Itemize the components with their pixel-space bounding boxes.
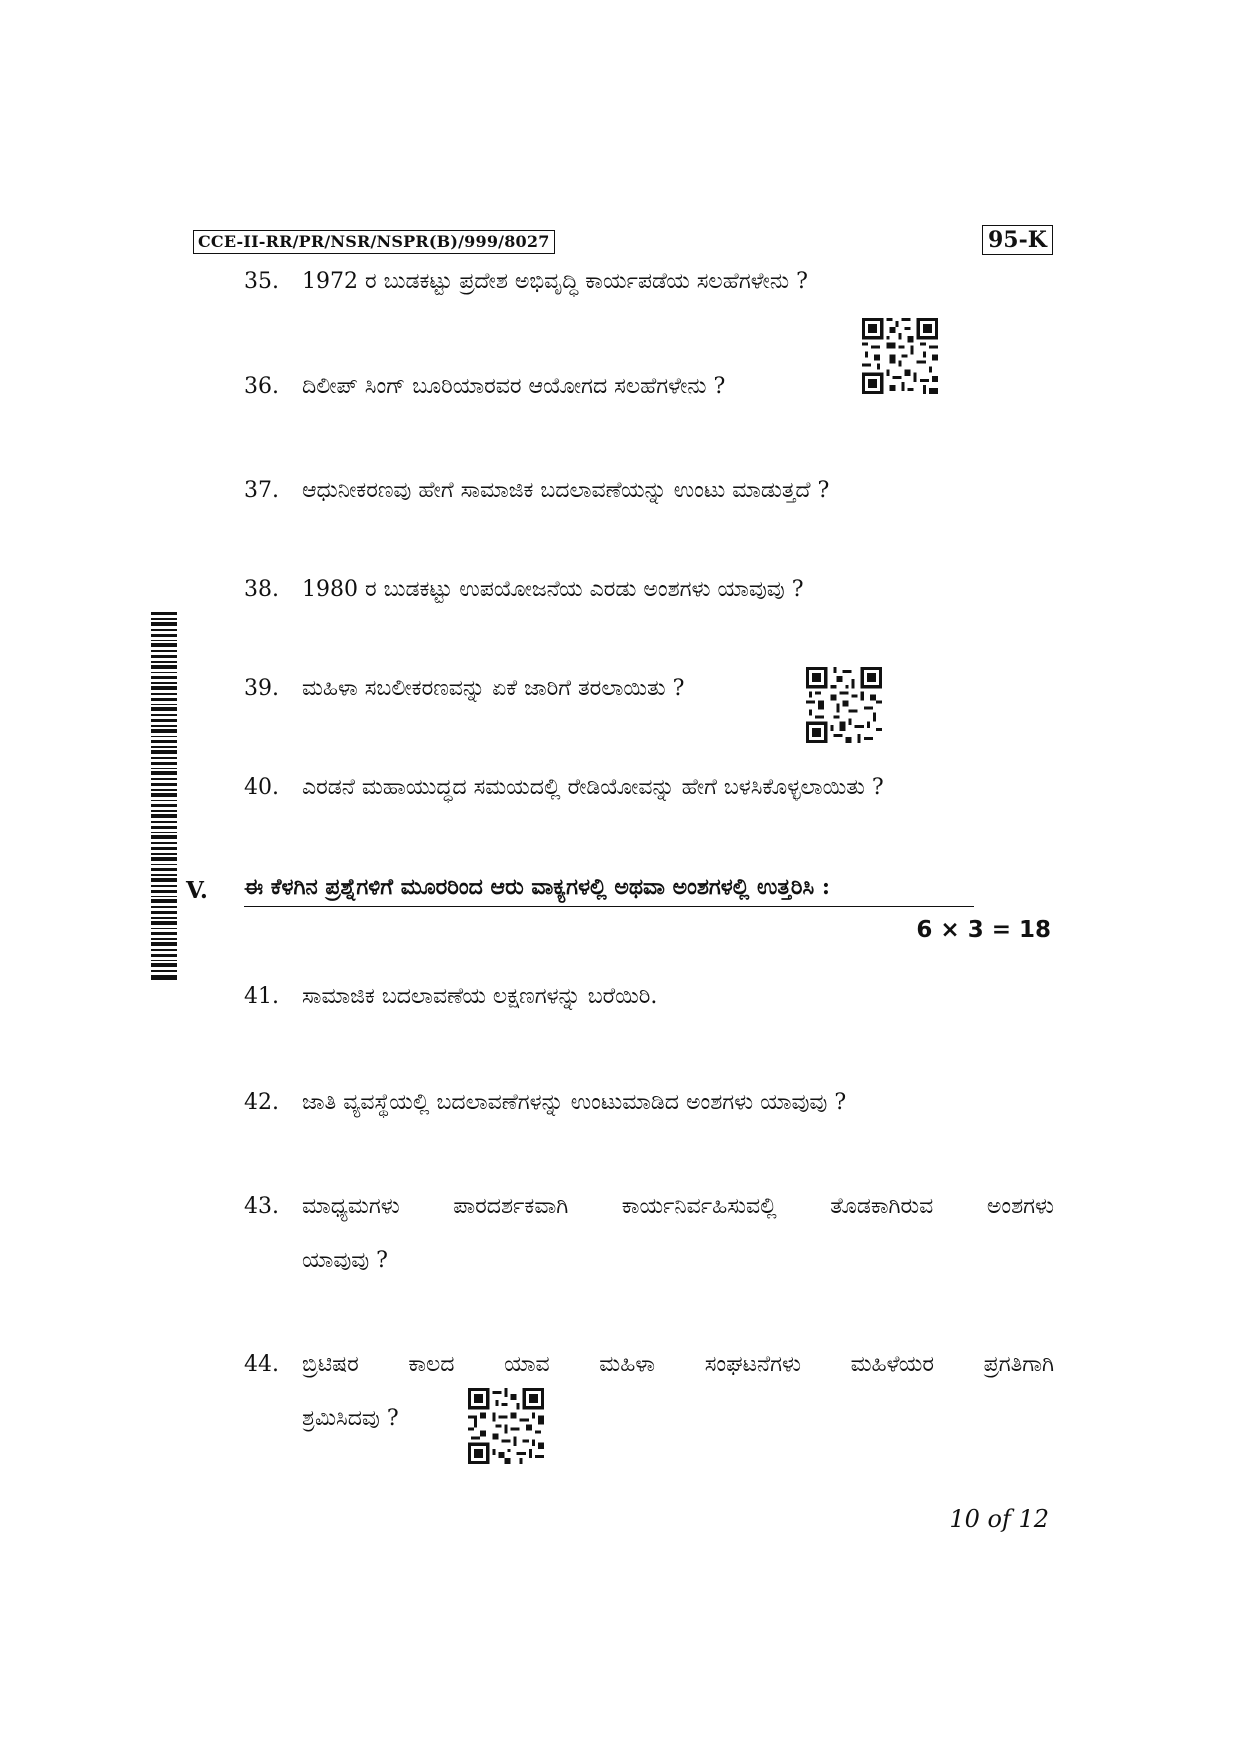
barcode — [151, 612, 177, 980]
qr-code-icon — [862, 318, 938, 394]
question-text: ಸಾಮಾಜಿಕ ಬದಲಾವಣೆಯ ಲಕ್ಷಣಗಳನ್ನು ಬರೆಯಿರಿ. — [302, 984, 658, 1009]
question-text-line: ಯಾವುವು ? — [302, 1248, 388, 1273]
question-number: 35. — [244, 269, 279, 294]
question-number: 42. — [244, 1090, 279, 1115]
question-text: 1972 ರ ಬುಡಕಟ್ಟು ಪ್ರದೇಶ ಅಭಿವೃದ್ಧಿ ಕಾರ್ಯಪಡೆಯ ಸಲಹೆಗಳೇನು ? — [302, 269, 808, 294]
question-39 — [244, 674, 684, 704]
question-number: 40. — [244, 775, 279, 800]
question-text-line: ಬ್ರಿಟಿಷರ ಕಾಲದ ಯಾವ ಮಹಿಳಾ ಸಂಘಟನೆಗಳು ಮಹಿಳೆಯರ ಪ್ರಗತಿಗಾಗಿ — [302, 1352, 1054, 1377]
question-text-line: ಶ್ರಮಿಸಿದವು ? — [302, 1406, 399, 1431]
paper-code: 95-K — [982, 225, 1053, 255]
question-40 — [244, 773, 884, 803]
section-instruction: ಈ ಕೆಳಗಿನ ಪ್ರಶ್ನೆಗಳಿಗೆ ಮೂರರಿಂದ ಆರು ವಾಕ್ಯಗಳಲ್ಲಿ ಅಥವಾ ಅಂಶಗಳಲ್ಲಿ ಉತ್ತರಿಸಿ : — [244, 874, 974, 907]
question-text: ಜಾತಿ ವ್ಯವಸ್ಥೆಯಲ್ಲಿ ಬದಲಾವಣೆಗಳನ್ನು ಉಂಟುಮಾಡಿದ ಅಂಶಗಳು ಯಾವುವು ? — [302, 1090, 847, 1115]
question-44 — [244, 1350, 1054, 1434]
question-number: 39. — [244, 676, 279, 701]
question-41 — [244, 982, 657, 1012]
qr-code-icon — [806, 667, 882, 743]
question-43 — [244, 1192, 1054, 1276]
qr-code-icon — [468, 1388, 544, 1464]
question-text: 1980 ರ ಬುಡಕಟ್ಟು ಉಪಯೋಜನೆಯ ಎರಡು ಅಂಶಗಳು ಯಾವುವು ? — [302, 577, 804, 602]
question-35 — [244, 267, 808, 297]
question-number: 37. — [244, 478, 279, 503]
question-37 — [244, 476, 829, 506]
page-number: 10 of 12 — [949, 1505, 1049, 1533]
question-text — [302, 1350, 1054, 1434]
question-42 — [244, 1088, 846, 1118]
question-text: ದಿಲೀಪ್ ಸಿಂಗ್ ಬೂರಿಯಾರವರ ಆಯೋಗದ ಸಲಹೆಗಳೇನು ? — [302, 374, 726, 399]
question-text: ಆಧುನೀಕರಣವು ಹೇಗೆ ಸಾಮಾಜಿಕ ಬದಲಾವಣೆಯನ್ನು ಉಂಟು ಮಾಡುತ್ತದೆ ? — [302, 478, 830, 503]
question-text-line: ಮಾಧ್ಯಮಗಳು ಪಾರದರ್ಶಕವಾಗಿ ಕಾರ್ಯನಿರ್ವಹಿಸುವಲ್ಲಿ ತೊಡಕಾಗಿರುವ ಅಂಶಗಳು — [302, 1194, 1054, 1219]
question-text — [302, 1192, 1054, 1276]
exam-code: CCE-II-RR/PR/NSR/NSPR(B)/999/8027 — [193, 230, 555, 254]
question-number: 38. — [244, 577, 279, 602]
question-text: ಎರಡನೆ ಮಹಾಯುದ್ಧದ ಸಮಯದಲ್ಲಿ ರೇಡಿಯೋವನ್ನು ಹೇಗೆ ಬಳಸಿಕೊಳ್ಳಲಾಯಿತು ? — [302, 775, 884, 800]
question-36 — [244, 372, 725, 402]
question-text: ಮಹಿಳಾ ಸಬಲೀಕರಣವನ್ನು ಏಕೆ ಜಾರಿಗೆ ತರಲಾಯಿತು ? — [302, 676, 685, 701]
question-number: 41. — [244, 984, 279, 1009]
section-number: V. — [186, 877, 208, 904]
question-38 — [244, 575, 804, 605]
question-number: 44. — [244, 1352, 279, 1377]
question-number: 43. — [244, 1194, 279, 1219]
question-number: 36. — [244, 374, 279, 399]
section-marks: 6 × 3 = 18 — [916, 917, 1051, 943]
